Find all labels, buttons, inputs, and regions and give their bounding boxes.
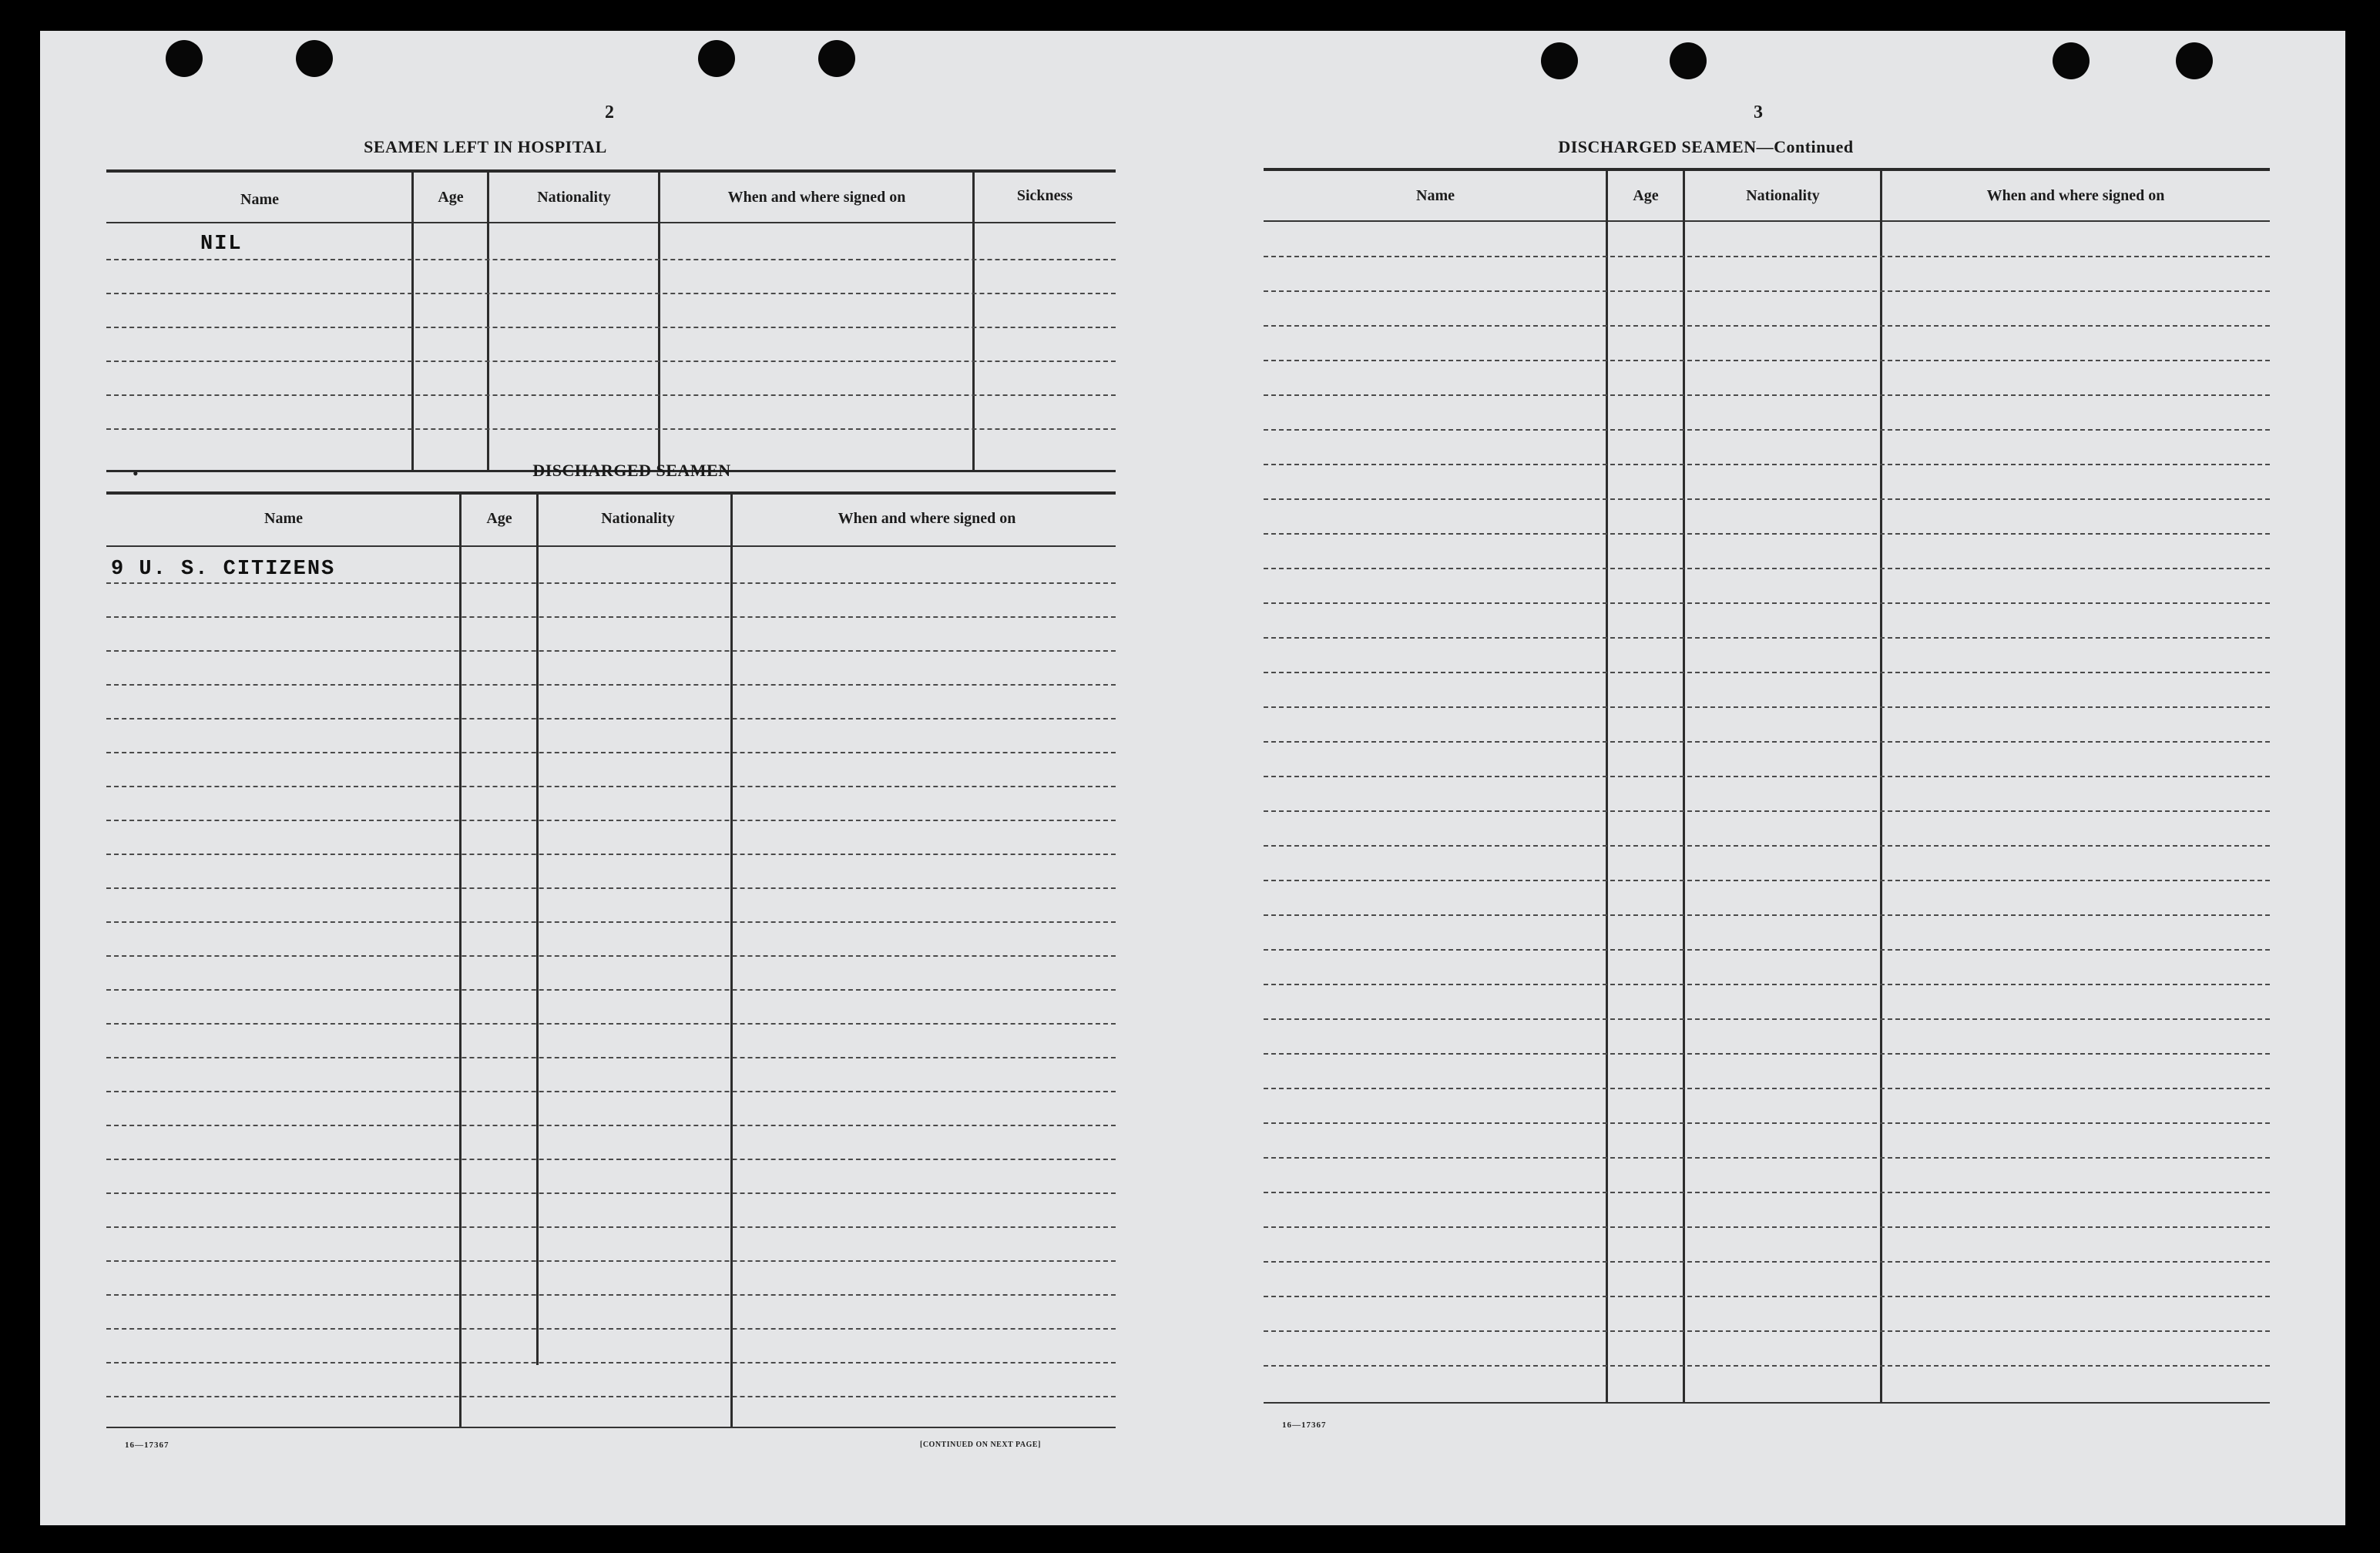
continued-col-nationality: Nationality [1746,187,1820,204]
discharged-col-signed-on: When and where signed on [838,510,1016,527]
discharged-row-line [106,1294,1116,1296]
discharged-row-line [106,1057,1116,1058]
continued-row-line [1264,1365,2270,1367]
continued-divider [1880,171,1882,1404]
discharged-row-line [106,1362,1116,1363]
continued-row-line [1264,1018,2270,1020]
discharged-row-line [106,1260,1116,1262]
discharged-section-title: DISCHARGED SEAMEN [532,461,731,480]
continued-row-line [1264,984,2270,985]
hospital-row-line [106,361,1116,362]
discharged-row-line [106,718,1116,719]
continued-row-line [1264,1088,2270,1089]
hospital-row-line [106,394,1116,396]
hospital-col-sickness: Sickness [1016,187,1073,204]
continued-row-line [1264,568,2270,569]
punch-hole [698,40,735,77]
discharged-row-line [106,921,1116,923]
hospital-row-line [106,259,1116,260]
discharged-row-line [106,1328,1116,1330]
record-sheet [40,31,2345,1525]
continued-row-line [1264,1192,2270,1193]
hospital-col-age: Age [438,189,464,206]
punch-hole [296,40,333,77]
hospital-divider [487,173,489,470]
discharged-row-line [106,1226,1116,1228]
hospital-divider [658,173,660,470]
hospital-col-nationality: Nationality [537,189,611,206]
right-form-number: 16—17367 [1282,1421,1327,1430]
continued-row-line [1264,914,2270,916]
hospital-row-line [106,293,1116,294]
continued-row-line [1264,360,2270,361]
left-form-number: 16—17367 [125,1441,170,1450]
punch-hole [166,40,203,77]
discharged-col-age: Age [486,510,512,527]
discharged-row-line [106,854,1116,855]
continued-header-line [1264,220,2270,222]
punch-hole [2176,42,2213,79]
hospital-top-rule [106,169,1116,173]
discharged-row-line [106,684,1116,686]
discharged-col-name: Name [264,510,303,527]
continued-row-line [1264,845,2270,847]
discharged-bottom-line [106,1427,1116,1428]
hospital-divider [411,173,414,470]
discharged-row-line [106,582,1116,584]
continued-col-name: Name [1416,187,1455,204]
discharged-divider [536,495,539,1365]
discharged-row-line [106,820,1116,821]
punch-hole [1541,42,1578,79]
continued-col-signed-on: When and where signed on [1986,187,2165,204]
discharged-row-line [106,1396,1116,1397]
continued-top-rule [1264,168,2270,171]
continued-row-line [1264,706,2270,708]
hospital-col-signed-on: When and where signed on [727,189,906,206]
continued-row-line [1264,1261,2270,1263]
discharged-header-line [106,545,1116,547]
punch-hole [818,40,855,77]
discharged-row-line [106,650,1116,652]
discharged-row-line [106,989,1116,991]
continued-row-line [1264,290,2270,292]
section-marker: • [133,464,139,483]
discharged-row-line [106,887,1116,889]
discharged-row-line [106,1023,1116,1025]
continued-row-line [1264,498,2270,500]
continued-row-line [1264,1330,2270,1332]
continued-note: [CONTINUED ON NEXT PAGE] [920,1441,1041,1449]
discharged-row-line [106,616,1116,618]
continued-col-age: Age [1633,187,1659,204]
continued-row-line [1264,464,2270,465]
discharged-row-line [106,786,1116,787]
continued-row-line [1264,1157,2270,1159]
discharged-entry-citizens: 9 U. S. CITIZENS [111,558,336,581]
continued-row-line [1264,256,2270,257]
discharged-top-rule [106,491,1116,495]
continued-row-line [1264,637,2270,639]
punch-hole [2053,42,2090,79]
discharged-row-line [106,955,1116,957]
right-page-number: 3 [1754,102,1763,122]
continued-row-line [1264,880,2270,881]
continued-row-line [1264,1226,2270,1228]
discharged-row-line [106,752,1116,753]
continued-row-line [1264,325,2270,327]
hospital-row-line [106,428,1116,430]
hospital-col-name: Name [240,191,279,208]
continued-divider [1683,171,1685,1404]
continued-bottom-line [1264,1402,2270,1404]
discharged-row-line [106,1159,1116,1160]
continued-row-line [1264,810,2270,812]
continued-row-line [1264,672,2270,673]
continued-row-line [1264,429,2270,431]
continued-row-line [1264,602,2270,604]
discharged-divider [730,495,733,1428]
discharged-row-line [106,1192,1116,1194]
punch-hole [1670,42,1707,79]
hospital-entry-nil: NIL [200,233,243,256]
continued-divider [1606,171,1608,1404]
hospital-header-line [106,222,1116,223]
discharged-divider [459,495,462,1428]
discharged-col-nationality: Nationality [601,510,675,527]
hospital-section-title: SEAMEN LEFT IN HOSPITAL [364,137,607,156]
continued-row-line [1264,949,2270,951]
left-page-number: 2 [605,102,614,122]
continued-section-title: DISCHARGED SEAMEN—Continued [1558,137,1854,156]
continued-row-line [1264,394,2270,396]
continued-row-line [1264,533,2270,535]
continued-row-line [1264,1053,2270,1055]
continued-row-line [1264,741,2270,743]
hospital-divider [972,173,975,470]
discharged-row-line [106,1125,1116,1126]
continued-row-line [1264,1122,2270,1124]
hospital-row-line [106,327,1116,328]
continued-row-line [1264,1296,2270,1297]
continued-row-line [1264,776,2270,777]
discharged-row-line [106,1091,1116,1092]
